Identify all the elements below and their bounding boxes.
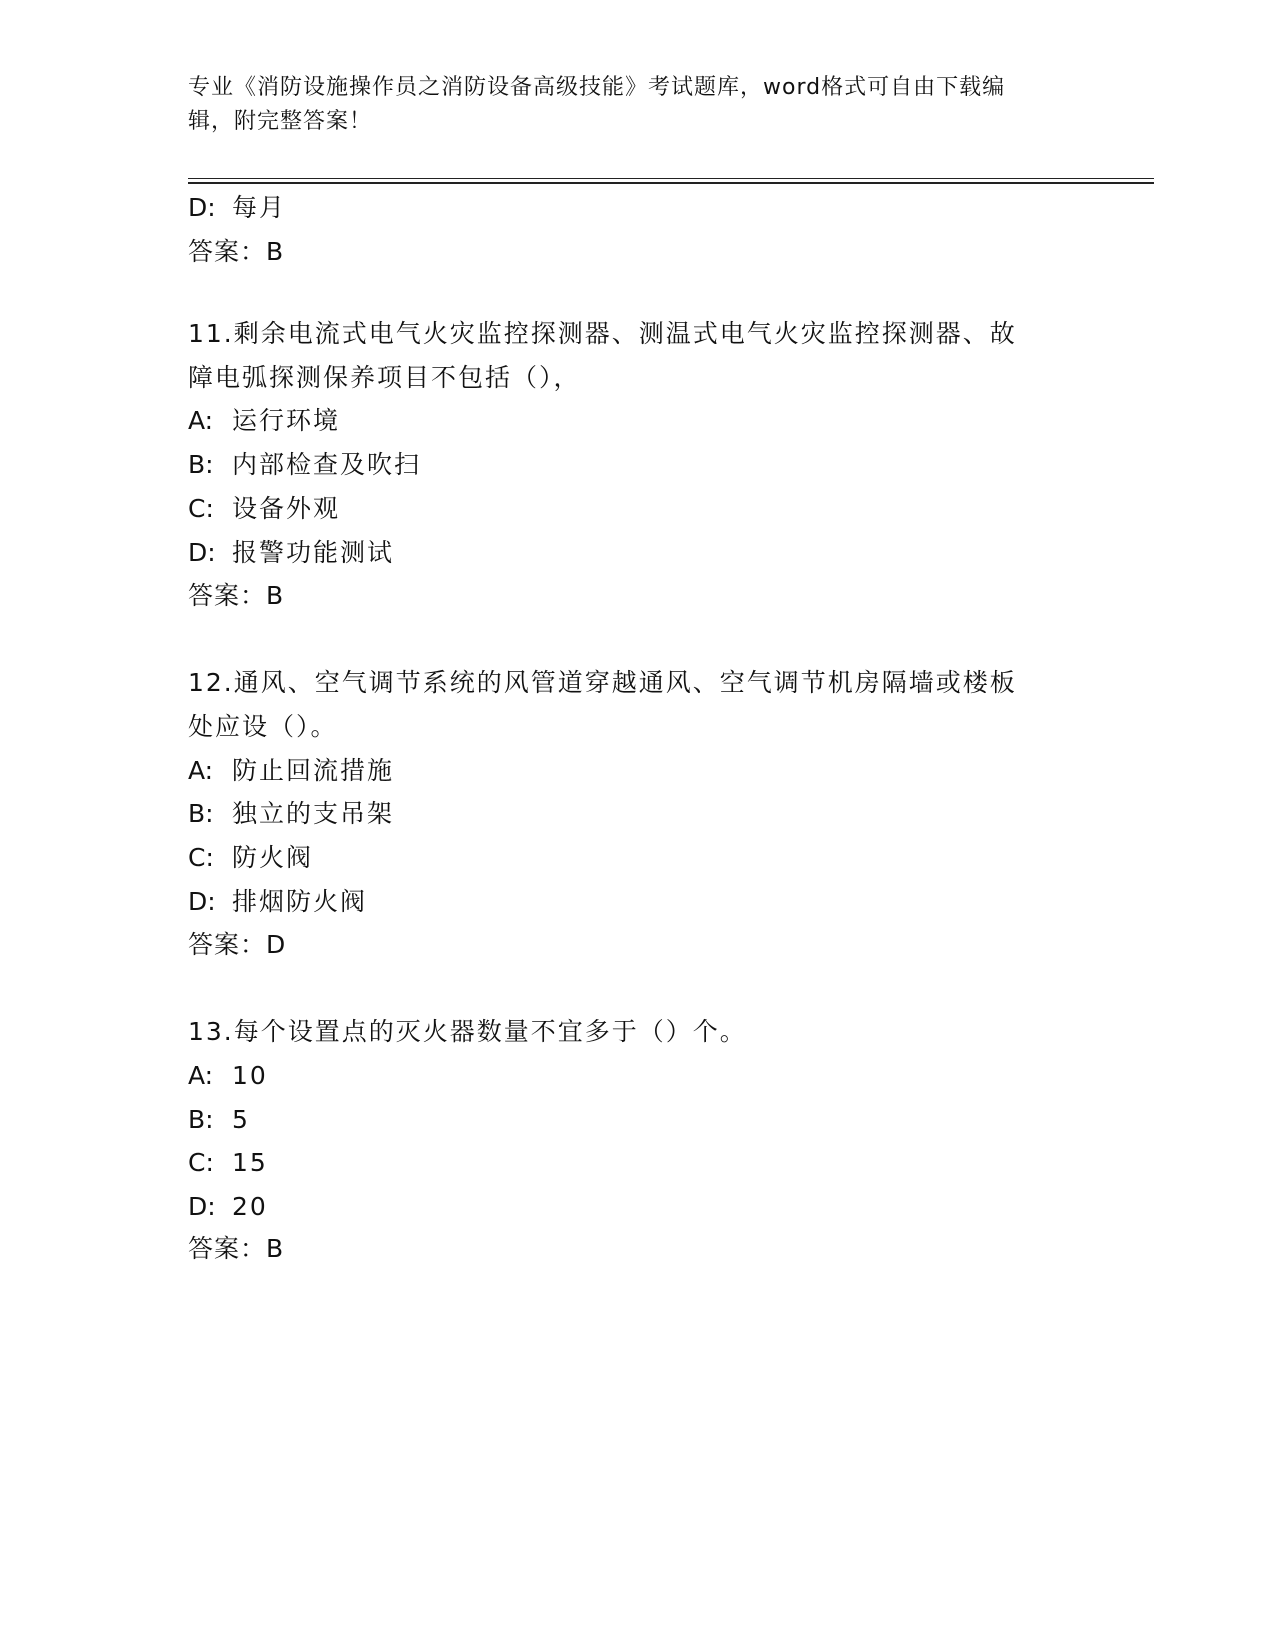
- option-prefix: D:: [188, 538, 216, 567]
- question-13-answer: 答案：B: [188, 1234, 285, 1263]
- header-divider-thick: [188, 182, 1154, 184]
- question-11-answer: 答案：B: [188, 581, 285, 610]
- question-13-option-b: [188, 1105, 250, 1135]
- header-line-2: 辑，附完整答案！: [188, 109, 373, 134]
- option-prefix: B:: [188, 1105, 214, 1134]
- question-11-option-d: [188, 538, 394, 568]
- option-prefix: C:: [188, 494, 214, 523]
- option-text: 运行环境: [232, 406, 341, 435]
- option-text: 5: [232, 1105, 250, 1134]
- option-text: 内部检查及吹扫: [232, 450, 422, 479]
- option-text: 10: [232, 1061, 268, 1090]
- question-13-option-a: [188, 1061, 268, 1091]
- question-11-option-b: [188, 450, 421, 480]
- option-text: 防止回流措施: [232, 756, 395, 785]
- document-header: [188, 71, 1088, 139]
- option-prefix: B:: [188, 450, 214, 479]
- option-prefix: A:: [188, 1061, 214, 1090]
- question-12-answer: 答案：D: [188, 930, 287, 959]
- option-text: 报警功能测试: [232, 538, 395, 567]
- option-text: 15: [232, 1148, 268, 1177]
- option-prefix: A:: [188, 406, 214, 435]
- question-11-option-a: [188, 406, 340, 436]
- question-13-stem: 13.每个设置点的灭火器数量不宜多于（）个。: [188, 1017, 747, 1046]
- question-12-option-b: [188, 799, 394, 829]
- option-prefix: A:: [188, 756, 214, 785]
- option-prefix: D:: [188, 193, 216, 222]
- question-13-option-d: [188, 1192, 268, 1222]
- option-text: 防火阀: [232, 843, 314, 872]
- question-12-stem-line-1: 12.通风、空气调节系统的风管道穿越通风、空气调节机房隔墙或楼板: [188, 668, 1017, 697]
- option-text: 设备外观: [232, 494, 341, 523]
- option-text: 排烟防火阀: [232, 887, 368, 916]
- option-prefix: C:: [188, 1148, 214, 1177]
- question-12-option-a: [188, 756, 394, 786]
- question-12-option-d: [188, 887, 367, 917]
- option-prefix: D:: [188, 1192, 216, 1221]
- question-11-stem-line-2: 障电弧探测保养项目不包括（），: [188, 363, 581, 392]
- question-11-stem-line-1: 11.剩余电流式电气火灾监控探测器、测温式电气火灾监控探测器、故: [188, 319, 1017, 348]
- option-prefix: C:: [188, 843, 214, 872]
- header-divider-thin: [188, 178, 1154, 179]
- prev-answer: 答案：B: [188, 237, 285, 266]
- question-11-option-c: [188, 494, 340, 524]
- option-text: 20: [232, 1192, 268, 1221]
- option-text: 独立的支吊架: [232, 799, 395, 828]
- option-text: 每月: [232, 193, 287, 222]
- option-prefix: B:: [188, 799, 214, 828]
- option-prefix: D:: [188, 887, 216, 916]
- question-12-stem-line-2: 处应设（）。: [188, 712, 338, 741]
- question-13-option-c: [188, 1148, 268, 1178]
- header-line-1: 专业《消防设施操作员之消防设备高级技能》考试题库，word格式可自由下载编: [188, 75, 1006, 100]
- prev-option-d: [188, 193, 286, 223]
- question-12-option-c: [188, 843, 313, 873]
